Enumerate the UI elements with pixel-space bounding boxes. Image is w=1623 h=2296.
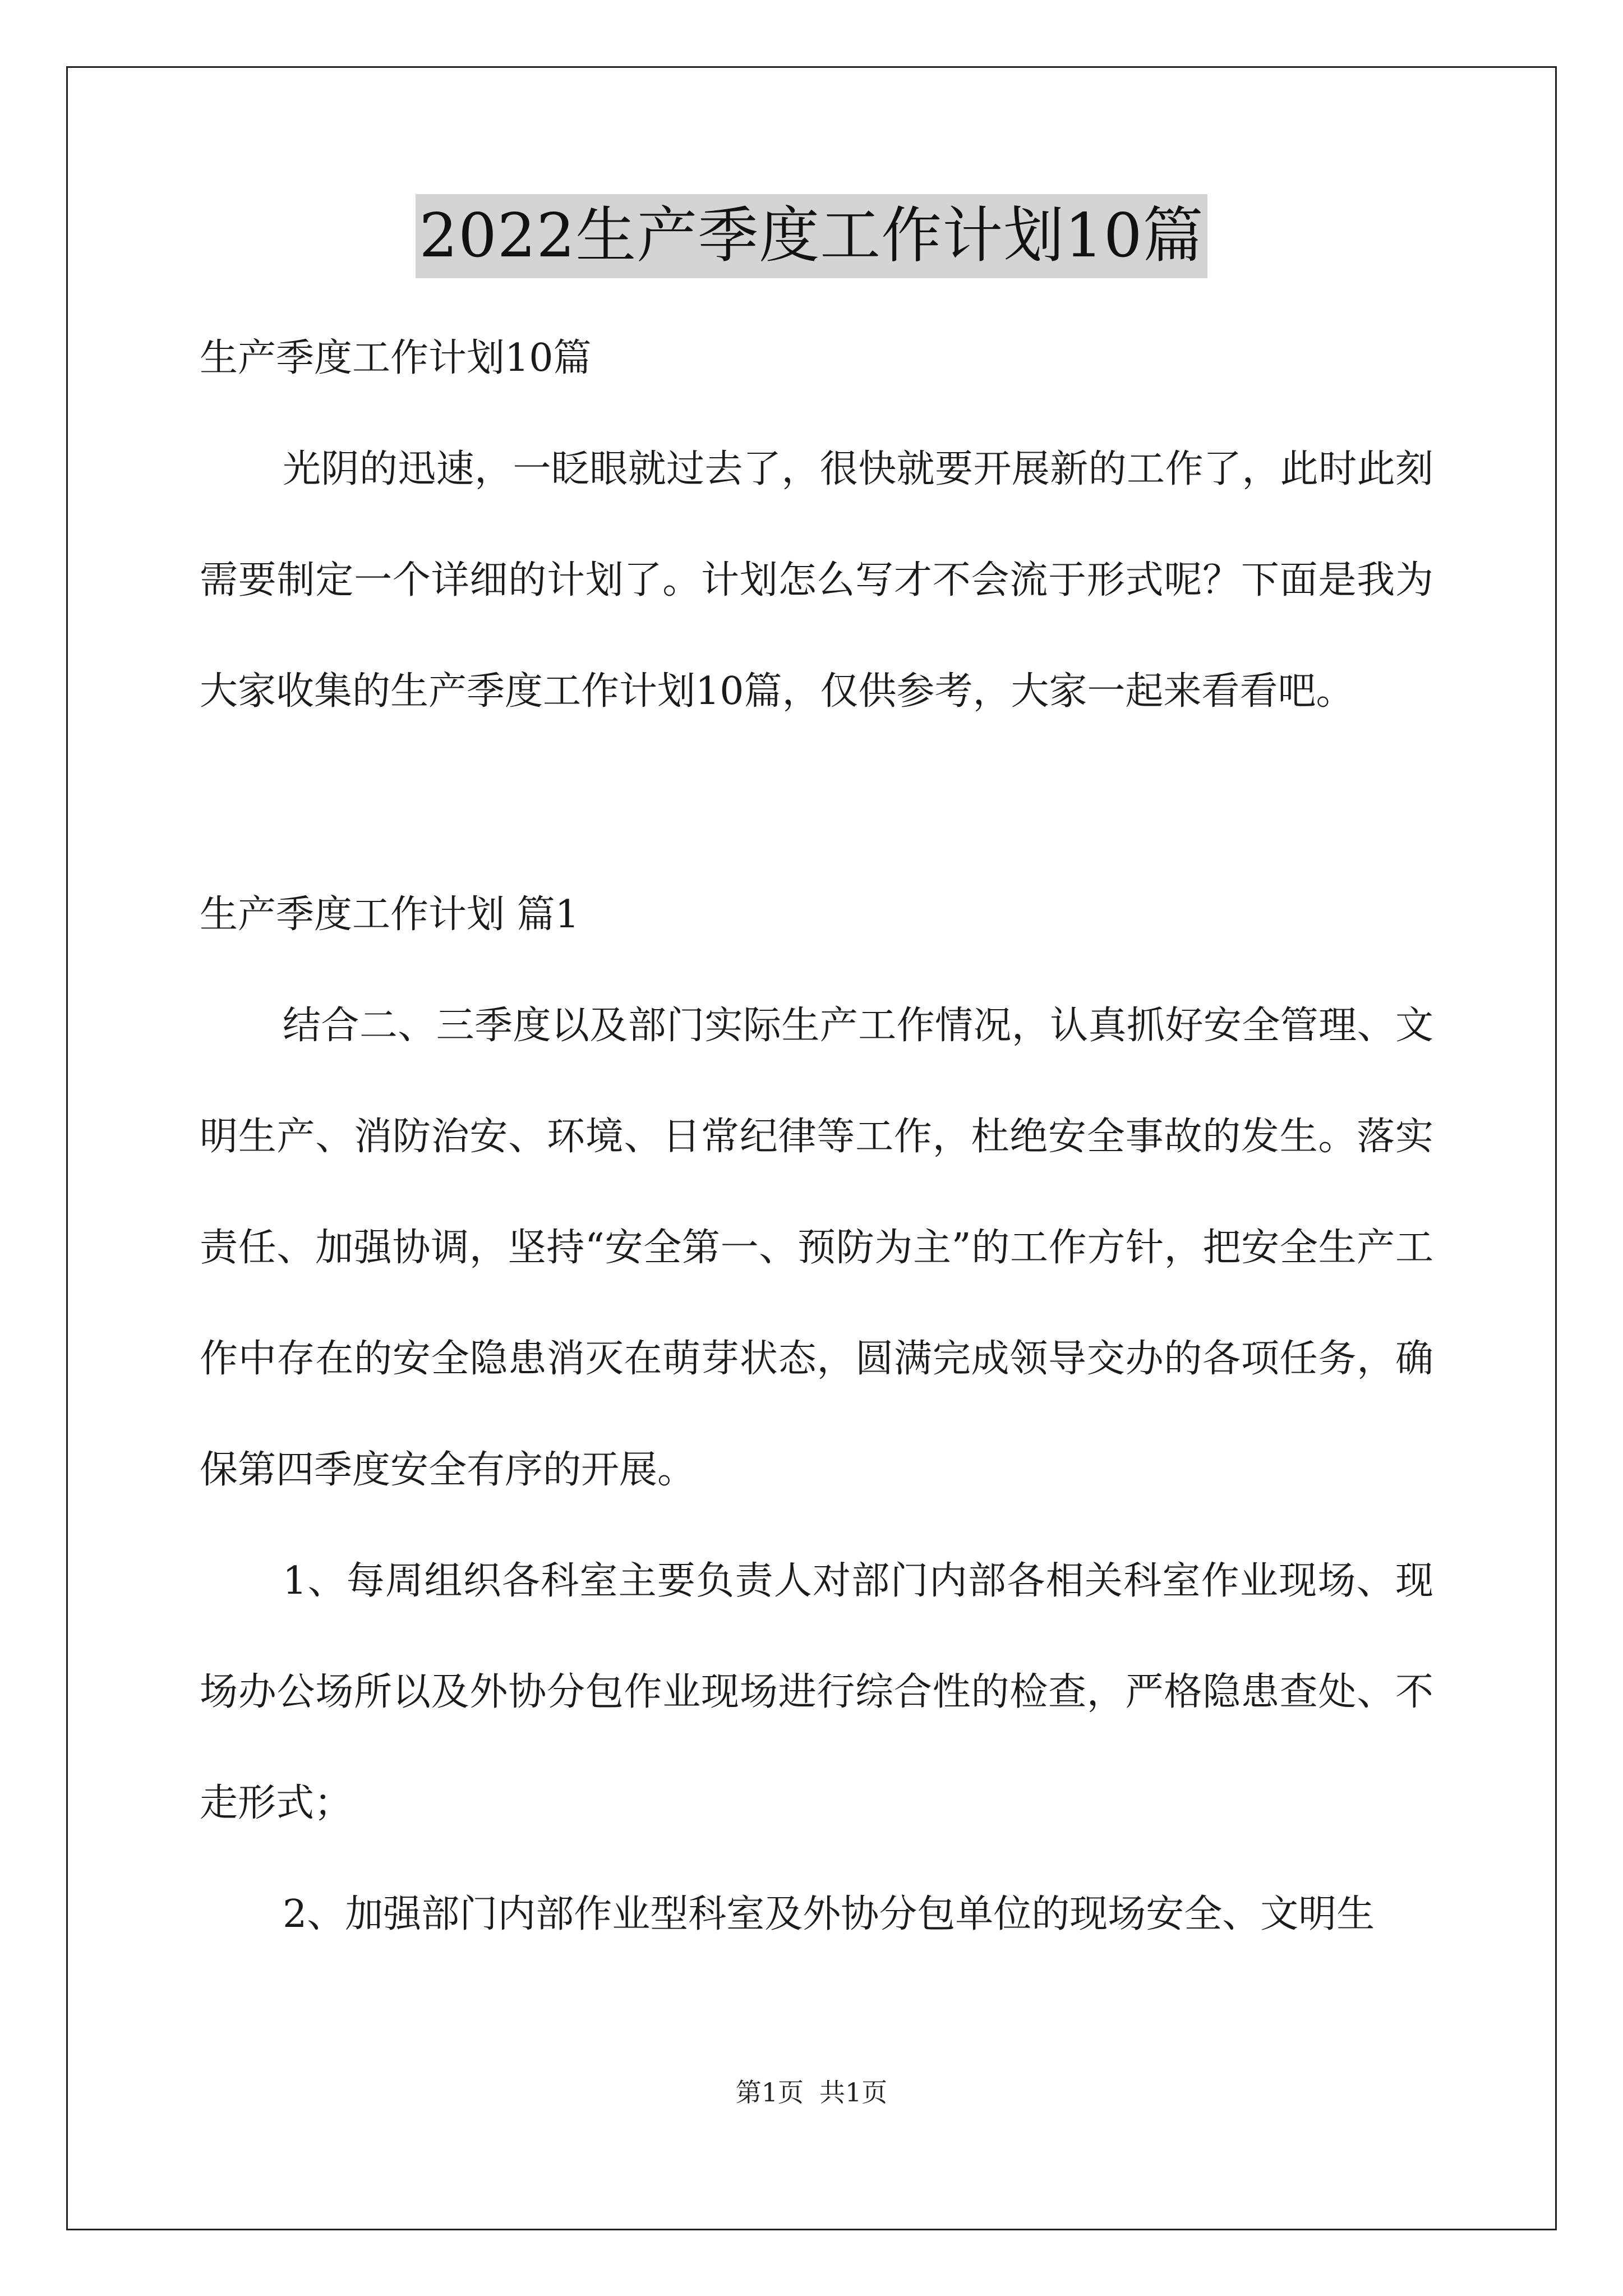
document-body bbox=[200, 303, 1433, 1970]
document-title: 2022生产季度工作计划10篇 bbox=[416, 194, 1207, 278]
body-paragraph: 结合二、三季度以及部门实际生产工作情况，认真抓好安全管理、文明生产、消防治安、环境、日常纪律等工作，杜绝安全事故的发生。落实责任、加强协调，坚持“安全第一、预防为主”的工作方针，把安全生产工作中存在的安全隐患消灭在萌芽状态，圆满完成领导交办的各项任务，确保第四季度安全有序的开展。 bbox=[200, 1004, 1433, 1492]
subtitle: 生产季度工作计划10篇 bbox=[200, 336, 592, 380]
page-number-current: 第1页 bbox=[735, 2077, 804, 2108]
body-paragraph: 2、加强部门内部作业型科室及外协分包单位的现场安全、文明生 bbox=[283, 1892, 1375, 1936]
page-number-total: 共1页 bbox=[819, 2077, 888, 2108]
title-wrap bbox=[0, 194, 1623, 278]
intro-paragraph: 光阴的迅速，一眨眼就过去了，很快就要开展新的工作了，此时此刻需要制定一个详细的计划了。计划怎么写才不会流于形式呢？下面是我为大家收集的生产季度工作计划10篇，仅供参考，大家一起来看看吧。 bbox=[200, 447, 1433, 714]
section-spacer bbox=[200, 747, 1433, 859]
section-heading: 生产季度工作计划 篇1 bbox=[200, 892, 579, 937]
page-footer bbox=[0, 2076, 1623, 2109]
body-paragraph: 1、每周组织各科室主要负责人对部门内部各相关科室作业现场、现场办公场所以及外协分包作业现场进行综合性的检查，严格隐患查处、不走形式； bbox=[200, 1559, 1433, 1825]
